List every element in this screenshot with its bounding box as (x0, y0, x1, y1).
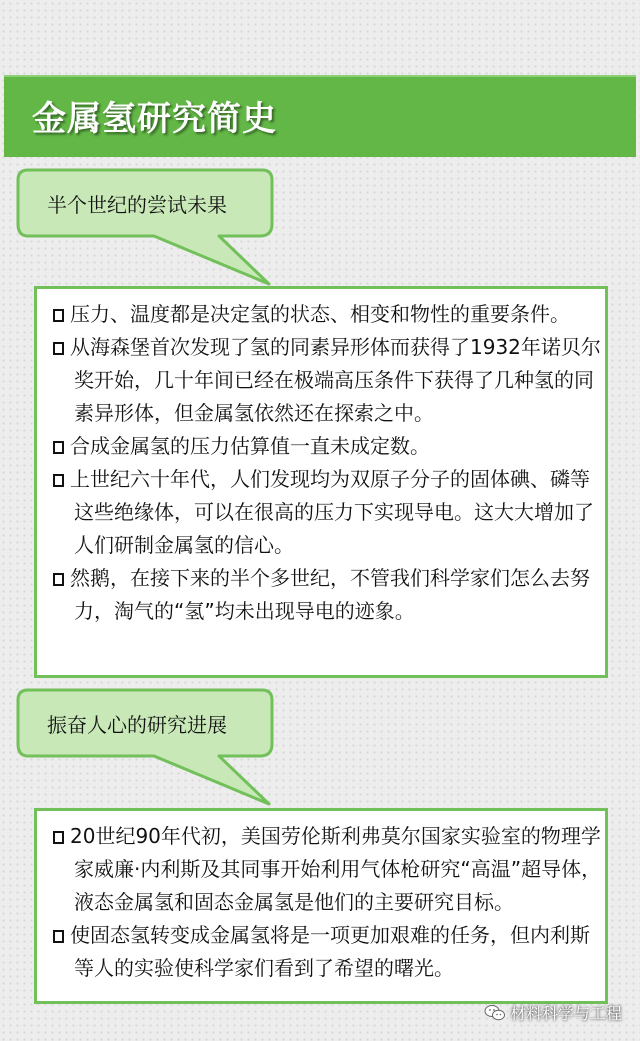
title-bar (4, 75, 636, 157)
section-1-heading: 半个世纪的尝试未果 (47, 193, 227, 217)
list-item: 使固态氢转变成金属氢将是一项更加艰难的任务，但内利斯等人的实验使科学家们看到了希望的曙光。 (53, 919, 605, 985)
checkbox-icon (53, 342, 64, 355)
list-item: 然鹅，在接下来的半个多世纪，不管我们科学家们怎么去努力，淘气的“氢”均未出现导电的迹象。 (53, 562, 605, 628)
list-item: 合成金属氢的压力估算值一直未成定数。 (53, 430, 605, 463)
checkbox-icon (53, 474, 64, 487)
section-2-heading: 振奋人心的研究进展 (47, 713, 227, 737)
list-item: 上世纪六十年代，人们发现均为双原子分子的固体碘、磷等这些绝缘体，可以在很高的压力下实现导电。这大大增加了人们研制金属氢的信心。 (53, 463, 605, 562)
list-item: 从海森堡首次发现了氢的同素异形体而获得了1932年诺贝尔奖开始，几十年间已经在极端高压条件下获得了几种氢的同素异形体，但金属氢依然还在探索之中。 (53, 331, 605, 430)
checkbox-icon (53, 309, 64, 322)
checkbox-icon (53, 573, 64, 586)
section-2-heading-bubble (14, 686, 284, 811)
watermark (484, 1001, 622, 1024)
checkbox-icon (53, 930, 64, 943)
checkbox-icon (53, 831, 64, 844)
section-2-panel (34, 808, 608, 1004)
section-1-heading-bubble (14, 166, 284, 291)
watermark-text: 材料科学与工程 (509, 1004, 622, 1023)
section-1-panel (34, 286, 608, 678)
checkbox-icon (53, 441, 64, 454)
wechat-icon (484, 1004, 506, 1022)
list-item: 压力、温度都是决定氢的状态、相变和物性的重要条件。 (53, 298, 605, 331)
list-item: 20世纪90年代初，美国劳伦斯利弗莫尔国家实验室的物理学家威廉·内利斯及其同事开始利用气体枪研究“高温”超导体，液态金属氢和固态金属氢是他们的主要研究目标。 (53, 820, 605, 919)
page-title: 金属氢研究简史 (32, 99, 277, 139)
